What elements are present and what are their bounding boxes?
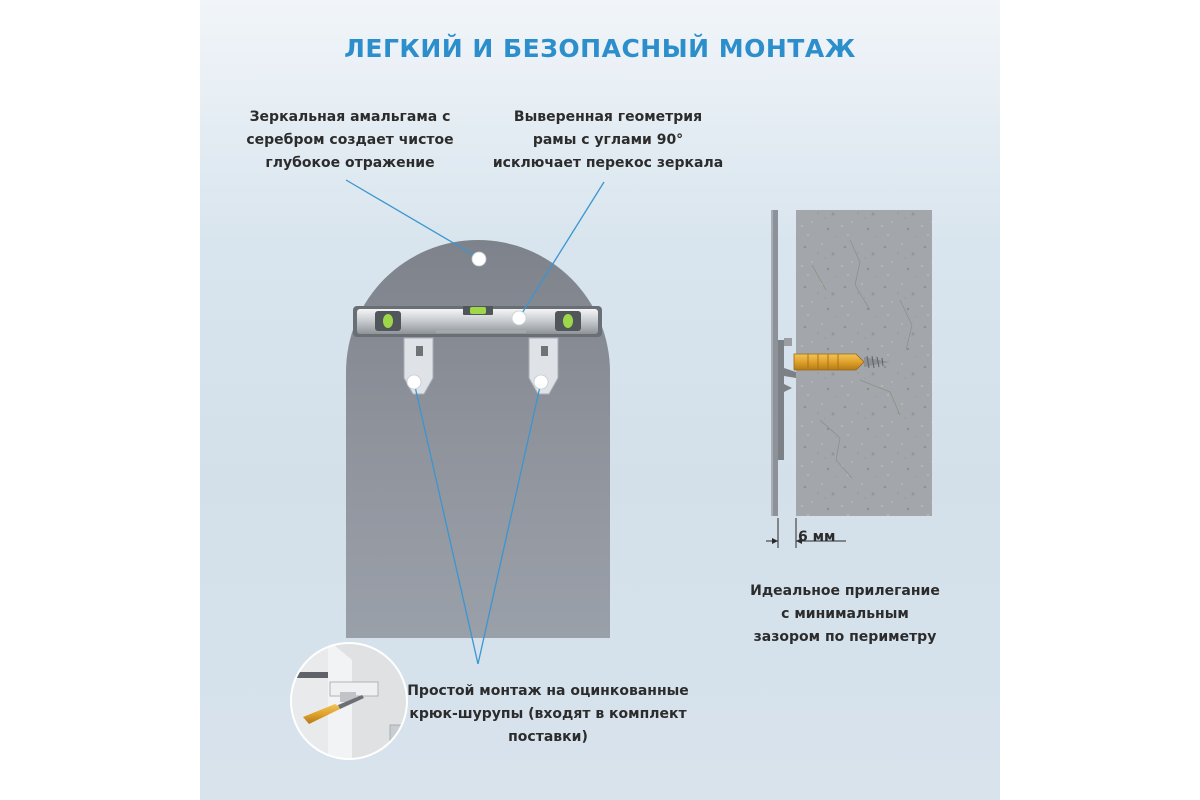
hook-screw-detail-inset bbox=[290, 640, 410, 765]
product-infographic bbox=[200, 0, 1000, 800]
note-simple-mounting bbox=[398, 680, 698, 749]
note-line: серебром создает чистое bbox=[246, 132, 454, 148]
note-line: поставки) bbox=[508, 729, 588, 745]
bracket-side-view bbox=[778, 338, 796, 460]
note-line: крюк-шурупы (входят в комплект bbox=[409, 706, 687, 722]
note-perfect-fit bbox=[730, 580, 960, 649]
spirit-level bbox=[353, 306, 602, 337]
note-line: рамы с углами 90° bbox=[532, 132, 684, 148]
note-line: Зеркальная амальгама с bbox=[249, 109, 451, 125]
note-line: зазором по периметру bbox=[753, 629, 937, 645]
page-title: ЛЕГКИЙ И БЕЗОПАСНЫЙ МОНТАЖ bbox=[344, 34, 856, 63]
note-mirror-amalgam bbox=[230, 106, 470, 175]
arched-mirror bbox=[346, 240, 610, 638]
note-line: Идеальное прилегание bbox=[750, 583, 940, 599]
note-line: глубокое отражение bbox=[265, 155, 435, 171]
note-line: с минимальным bbox=[781, 606, 909, 622]
note-line: Простой монтаж на оцинкованные bbox=[407, 683, 689, 699]
note-line: исключает перекос зеркала bbox=[492, 155, 724, 171]
note-line: Выверенная геометрия bbox=[513, 109, 703, 125]
note-frame-geometry bbox=[478, 106, 738, 175]
gap-size-label: 6 мм bbox=[798, 529, 836, 545]
